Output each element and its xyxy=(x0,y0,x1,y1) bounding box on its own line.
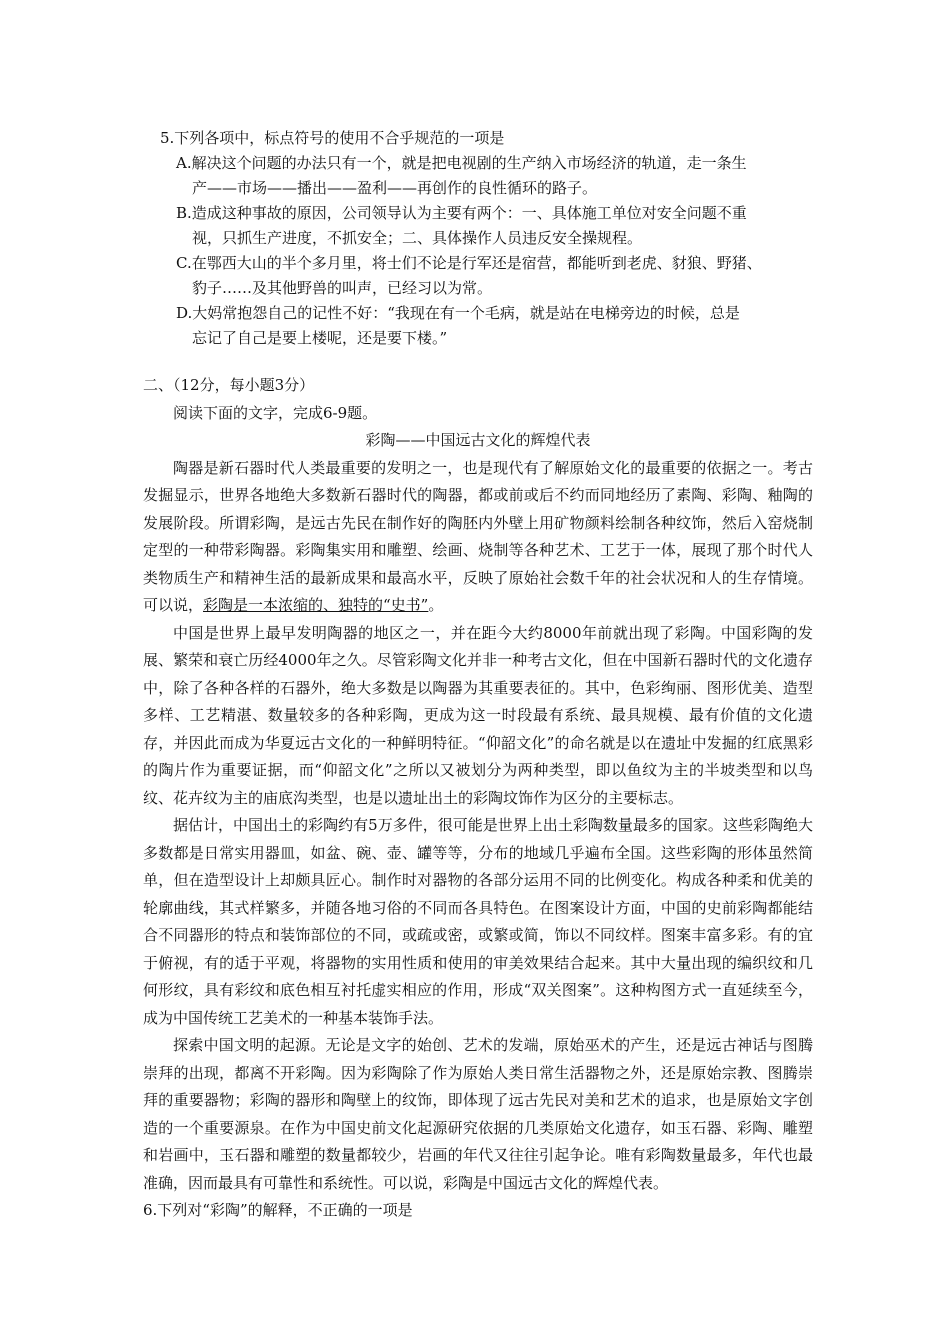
option-c-line-1: C.在鄂西大山的半个多月里，将士们不论是行军还是宿营，都能听到老虎、豺狼、野猪、 xyxy=(176,254,762,272)
paragraph-1-text: 陶器是新石器时代人类最重要的发明之一，也是现代有了解原始文化的最重要的依据之一。考古发掘显示，世界各地绝大多数新石器时代的陶器，都或前或后不约而同地经历了素陶、彩陶、釉陶的发展阶段。所谓彩陶，是远古先民在制作好的陶胚内外壁上用矿物颜料绘制各种纹饰，然后入窑烧制定型的一种带彩陶器。彩陶集实用和雕塑、绘画、烧制等各种艺术、工艺于一体，展现了那个时代人类物质生产和精神生活的最新成果和最高水平，反映了原始社会数千年的社会状况和人的生存情境。可以说， xyxy=(143,458,813,614)
section-2-heading: 二、（12分，每小题3分） xyxy=(143,376,315,394)
option-a-line-2: 产——市场——播出——盈利——再创作的良性循环的路子。 xyxy=(192,179,598,197)
option-a-line-1: A.解决这个问题的办法只有一个，就是把电视剧的生产纳入市场经济的轨道，走一条生 xyxy=(176,154,747,172)
underlined-phrase: 彩陶是一本浓缩的、独特的“史书” xyxy=(203,596,429,614)
paragraph-1-end: 。 xyxy=(428,596,444,614)
question-5-title: 5.下列各项中，标点符号的使用不合乎规范的一项是 xyxy=(160,129,505,147)
paragraph-2: 中国是世界上最早发明陶器的地区之一，并在距今大约8000年前就出现了彩陶。中国彩陶的发展、繁荣和衰亡历经4000年之久。尽管彩陶文化并非一种考古文化，但在中国新石器时代的文化遗存中，除了各种各样的石器外，绝大多数是以陶器为其重要表征的。其中，色彩绚丽、图形优美、造型多样、工艺精湛、数量较多的各种彩陶，更成为这一时段最有系统、最具规模、最有价值的文化遗存，并因此而成为华夏远古文化的一种鲜明特征。“仰韶文化”的命名就是以在遗址中发掘的红底黑彩的陶片作为重要证据，而“仰韶文化”之所以又被划分为两种类型，即以鱼纹为主的半坡类型和以鸟纹、花卉纹为主的庙底沟类型，也是以遗址出土的彩陶坟饰作为区分的主要标志。 xyxy=(143,623,813,807)
paragraph-3: 据估计，中国出土的彩陶约有5万多件，很可能是世界上出土彩陶数量最多的国家。这些彩陶绝大多数都是日常实用器皿，如盆、碗、壶、罐等等，分布的地域几乎遍布全国。这些彩陶的形体虽然简单，但在造型设计上却颇具匠心。制作时对器物的各部分运用不同的比例变化。构成各种柔和优美的轮廓曲线，其式样繁多，并随各地习俗的不同而各具特色。在图案设计方面，中国的史前彩陶都能结合不同器形的特点和装饰部位的不同，或疏或密，或繁或简，饰以不同纹样。图案丰富多彩。有的宜于俯视，有的适于平观，将器物的实用性质和使用的审美效果结合起来。其中大量出现的编织纹和几何形纹，具有彩纹和底色相互衬托虚实相应的作用，形成“双关图案”。这种构图方式一直延续至今，成为中国传统工艺美术的一种基本装饰手法。 xyxy=(143,816,813,1027)
option-b-line-1: B.造成这种事故的原因，公司领导认为主要有两个：一、具体施工单位对安全问题不重 xyxy=(176,204,747,222)
reading-instruction: 阅读下面的文字，完成6-9题。 xyxy=(173,403,378,422)
article-title: 彩陶——中国远古文化的辉煌代表 xyxy=(365,431,591,449)
section-2 xyxy=(143,372,813,1225)
option-b-line-2: 视，只抓生产进度，不抓安全；二、具体操作人员违反安全操规程。 xyxy=(192,229,643,247)
question-6-title: 6.下列对“彩陶”的解释，不正确的一项是 xyxy=(143,1201,413,1219)
paragraph-4: 探索中国文明的起源。无论是文字的始创、艺术的发端，原始巫术的产生，还是远古神话与图腾崇拜的出现，都离不开彩陶。因为彩陶除了作为原始人类日常生活器物之外，还是原始宗教、图腾崇拜的重要器物；彩陶的器形和陶壁上的纹饰，即体现了远古先民对美和艺术的追求，也是原始文字创造的一个重要源泉。在作为中国史前文化起源研究依据的几类原始文化遗存，如玉石器、彩陶、雕塑和岩画中，玉石器和雕塑的数量都较少，岩画的年代又往往引起争论。唯有彩陶数量最多，年代也最准确，因而最具有可靠性和系统性。可以说，彩陶是中国远古文化的辉煌代表。 xyxy=(143,1036,813,1192)
option-d-line-1: D.大妈常抱怨自己的记性不好：“我现在有一个毛病，就是站在电梯旁边的时候，总是 xyxy=(176,304,740,322)
option-d-line-2: 忘记了自己是要上楼呢，还是要下楼。” xyxy=(192,329,448,347)
paragraph-1 xyxy=(143,455,813,620)
question-5 xyxy=(160,126,820,351)
option-c-line-2: 豹子……及其他野兽的叫声，已经习以为常。 xyxy=(192,279,493,297)
